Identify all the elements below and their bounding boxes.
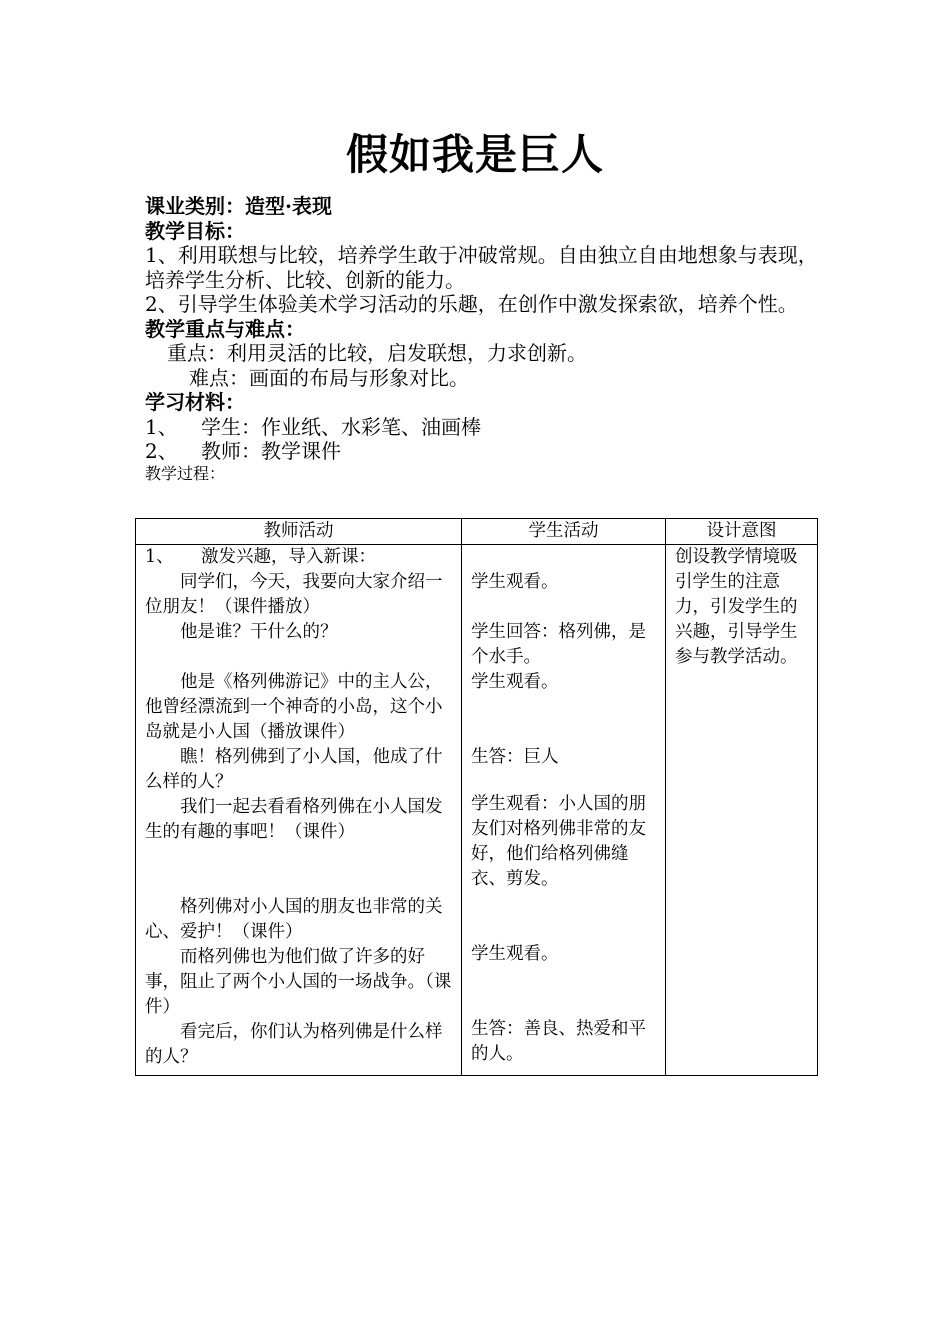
teacher-line: 格列佛对小人国的朋友也非常的关心、爱护！（课件）	[145, 897, 443, 942]
material-text: 学生：作业纸、水彩笔、油画棒	[201, 414, 481, 439]
teacher-line: 同学们，今天，我要向大家介绍一位朋友！（课件播放）	[145, 572, 443, 617]
materials-heading: 学习材料：	[145, 390, 245, 414]
material-num: 2、	[145, 439, 178, 463]
teacher-line: 他是《格列佛游记》中的主人公，他曾经漂流到一个神奇的小岛，这个小岛就是小人国（播放课件）	[145, 672, 443, 742]
student-activity-cell	[462, 545, 666, 1076]
header-student-activity: 学生活动	[462, 519, 666, 545]
teacher-line: 他是谁？干什么的？	[180, 622, 338, 642]
student-line: 学生观看。	[471, 572, 559, 592]
teacher-line: 看完后，你们认为格列佛是什么样的人？	[145, 1022, 443, 1067]
teacher-line: 瞧！格列佛到了小人国，他成了什么样的人？	[145, 747, 443, 792]
student-line: 学生观看：小人国的朋友们对格列佛非常的友好，他们给格列佛缝衣、剪发。	[471, 794, 646, 889]
key-heading: 教学重点与难点：	[145, 316, 305, 341]
lesson-meta	[145, 194, 825, 484]
document-title: 假如我是巨人	[345, 130, 604, 179]
material-item	[145, 439, 825, 464]
intent-text: 创设教学情境吸引学生的注意力，引发学生的兴趣，引导学生参与教学活动。	[675, 547, 798, 667]
material-item	[145, 415, 825, 440]
category-line: 课业类别：造型·表现	[145, 194, 332, 218]
table-header-row	[136, 519, 818, 545]
teacher-line: 而格列佛也为他们做了许多的好事，阻止了两个小人国的一场战争。（课件）	[145, 947, 452, 1017]
student-line: 生答：巨人	[471, 747, 559, 767]
goal-item: 1、利用联想与比较，培养学生敢于冲破常规。自由独立自由地想象与表现，培养学生分析、比较、创新的能力。	[145, 243, 818, 292]
goals-heading: 教学目标：	[145, 218, 245, 243]
step-num: 1、	[145, 547, 174, 567]
teaching-process-table	[135, 518, 818, 1076]
teacher-activity-cell	[136, 545, 462, 1076]
goal-item: 2、引导学生体验美术学习活动的乐趣，在创作中激发探索欲，培养个性。	[145, 292, 798, 316]
process-label: 教学过程：	[145, 463, 226, 483]
student-line: 学生观看。	[471, 944, 559, 964]
step-title: 激发兴趣，导入新课：	[201, 547, 376, 567]
material-text: 教师：教学课件	[201, 439, 341, 463]
header-teacher-activity: 教师活动	[136, 519, 462, 545]
teacher-line: 我们一起去看看格列佛在小人国发生的有趣的事吧！（课件）	[145, 797, 443, 842]
key-point: 重点：利用灵活的比较，启发联想，力求创新。	[167, 341, 587, 365]
student-line: 生答：善良、热爱和平的人。	[471, 1019, 646, 1064]
student-line: 学生回答：格列佛，是个水手。	[471, 622, 646, 667]
header-design-intent: 设计意图	[666, 519, 818, 545]
design-intent-cell	[666, 545, 818, 1076]
student-line: 学生观看。	[471, 672, 559, 692]
step-heading	[145, 545, 452, 570]
material-num: 1、	[145, 414, 178, 439]
table-row	[136, 545, 818, 1076]
difficult-point: 难点：画面的布局与形象对比。	[189, 365, 469, 390]
